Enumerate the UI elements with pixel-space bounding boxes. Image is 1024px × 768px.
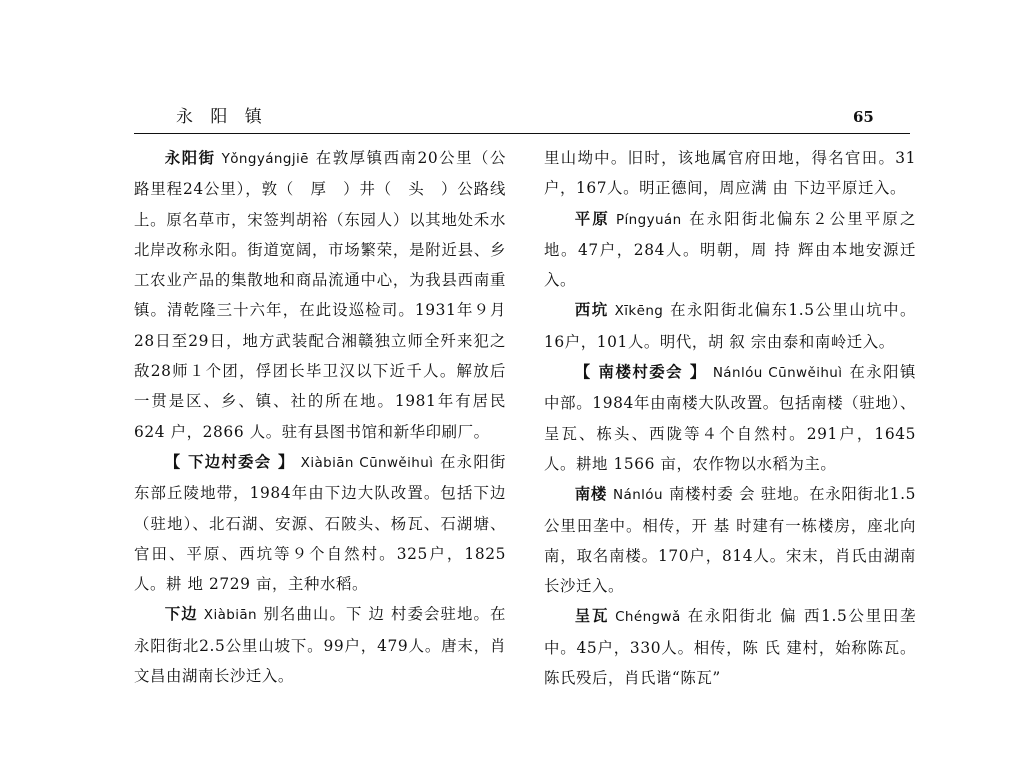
- page-number: 65: [853, 108, 874, 126]
- entry-text: 在永阳街北偏东２公里平原之地。47户，284人。明朝，周 持 辉由本地安源迁入。: [544, 209, 916, 290]
- entry-paragraph: [134, 599, 506, 691]
- section-text: 在永阳镇中部。1984年由南楼大队改置。包括南楼（驻地）、呈瓦、栋头、西陇等４个自然村。291户，1645人。耕地 1566 亩，农作物以水稻为主。: [544, 363, 916, 473]
- entry-text: 别名曲山。下 边 村委会驻地。在永阳街北2.5公里山坡下。99户，479人。唐末，肖文昌由湖南长沙迁入。: [134, 605, 506, 686]
- entry-term: 呈瓦: [574, 607, 610, 626]
- entry-pinyin: Píngyuán: [615, 211, 682, 228]
- entry-paragraph: [134, 143, 506, 447]
- page-header-title: 永 阳 镇: [176, 107, 268, 127]
- section-paragraph: [134, 447, 506, 599]
- continued-paragraph: [544, 143, 916, 204]
- section-pinyin: Nánlóu Cūnwěihuì: [712, 365, 843, 382]
- entry-paragraph: [544, 295, 916, 357]
- entry-term: 西坑: [574, 301, 609, 320]
- entry-text: 里山坳中。旧时，该地属官府田地，得名官田。31户，167人。明正德间，周应满 由 下边平原迁入。: [544, 149, 916, 198]
- entry-text: 南楼村委 会 驻地。在永阳街北1.5公里田垄中。相传，开 基 时建有一栋楼房，座北向南，取名南楼。170户，814人。宋末，肖氏由湖南长沙迁入。: [544, 485, 917, 596]
- entry-paragraph: [544, 601, 916, 693]
- entry-term: 南楼: [574, 485, 608, 504]
- entry-pinyin: Nánlóu: [613, 487, 663, 504]
- entry-term: 平原: [574, 209, 610, 228]
- entry-text: 在敦厚镇西南20公里（公路里程24公里），敦（ 厚 ）井（ 头 ）公路线上。原名草市，宋签判胡裕（东园人）以其地处禾水北岸改称永阳。街道宽阔，市场繁荣，是附近县、乡工农业产品的集散地和商品流通中心，为我县西南重镇。清乾隆三十六年，在此设巡检司。1931年９月28日至29日，地方武装配合湘赣独立师全歼来犯之敌28师１个团，俘团长毕卫汉以下近千人。解放后一贯是区、乡、镇、社的所在地。1981年有居民624 户，2866 人。驻有县图书馆和新华印刷厂。: [134, 149, 506, 441]
- entry-term: 下边: [164, 605, 198, 624]
- entry-pinyin: Chéngwǎ: [615, 609, 681, 626]
- section-heading: 【 南楼村委会 】: [574, 363, 707, 382]
- entry-pinyin: Xīkēng: [614, 303, 664, 320]
- left-column: [134, 143, 506, 691]
- section-pinyin: Xiàbiān Cūnwěihuì: [300, 454, 434, 471]
- entry-paragraph: [544, 204, 916, 296]
- right-column: [544, 143, 916, 693]
- header-rule: [134, 133, 910, 134]
- entry-pinyin: Xiàbiān: [203, 607, 258, 624]
- entry-text: 在永阳街北偏东1.5公里山坑中。16户，101人。明代，胡 叙 宗由泰和南岭迁入。: [544, 301, 917, 351]
- entry-text: 在永阳街北 偏 西1.5公里田垄中。45户，330人。相传，陈 氏 建村，始称陈瓦。陈氏殁后，肖氏谐“陈瓦”: [544, 607, 916, 688]
- entry-pinyin: Yǒngyángjiē: [221, 151, 309, 167]
- section-paragraph: [544, 357, 916, 479]
- section-text: 在永阳街东部丘陵地带，1984年由下边大队改置。包括下边（驻地）、北石湖、安源、石陂头、杨瓦、石湖塘、官田、平原、西坑等９个自然村。325户，1825人。耕 地 2729 亩，主种水稻。: [134, 452, 506, 594]
- entry-term: 永阳街: [164, 149, 216, 167]
- entry-paragraph: [544, 479, 916, 601]
- section-heading: 【 下边村委会 】: [164, 452, 295, 471]
